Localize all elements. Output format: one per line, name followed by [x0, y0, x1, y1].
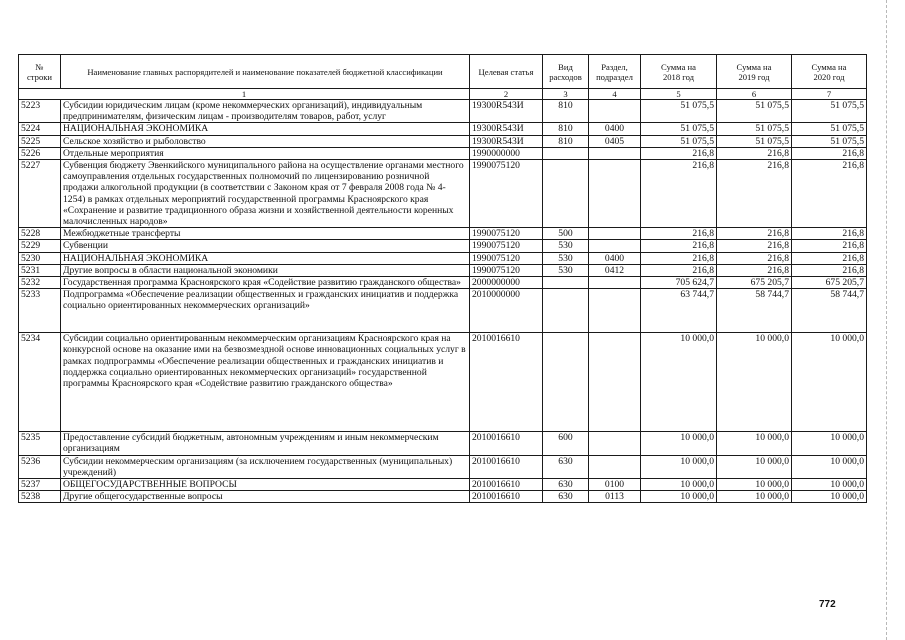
expense-type	[543, 333, 589, 432]
section-code	[589, 160, 641, 228]
section-code: 0100	[589, 479, 641, 491]
table-row	[19, 491, 867, 503]
row-number: 5227	[19, 160, 61, 228]
sum-2019: 51 075,5	[717, 100, 792, 123]
row-name: НАЦИОНАЛЬНАЯ ЭКОНОМИКА	[61, 123, 470, 135]
sum-2020: 10 000,0	[792, 455, 867, 478]
sum-2018: 10 000,0	[641, 479, 717, 491]
target-article: 2010016610	[470, 455, 543, 478]
sum-2020: 51 075,5	[792, 123, 867, 135]
row-name: Государственная программа Красноярского края «Содействие развитию гражданского общества»	[61, 277, 470, 289]
sum-2020: 216,8	[792, 228, 867, 240]
row-name: Субсидии юридическим лицам (кроме некоммерческих организаций), индивидуальным предпринимателям, физическим лицам - производителям товаров, работ, услуг	[61, 100, 470, 123]
page-number: 772	[819, 599, 836, 610]
section-code	[589, 455, 641, 478]
target-article: 1990075120	[470, 240, 543, 252]
table-row	[19, 277, 867, 289]
target-article: 2010000000	[470, 289, 543, 333]
section-code: 0405	[589, 135, 641, 147]
sum-2020: 216,8	[792, 147, 867, 159]
sum-2019: 51 075,5	[717, 135, 792, 147]
margin-rule	[886, 0, 887, 640]
target-article: 2010016610	[470, 432, 543, 455]
sum-2019: 10 000,0	[717, 491, 792, 503]
sum-2018: 216,8	[641, 147, 717, 159]
sum-2019: 675 205,7	[717, 277, 792, 289]
sum-2018: 10 000,0	[641, 455, 717, 478]
row-name: НАЦИОНАЛЬНАЯ ЭКОНОМИКА	[61, 252, 470, 264]
target-article: 19300R543И	[470, 123, 543, 135]
row-number: 5223	[19, 100, 61, 123]
header-sum-2019: Сумма на 2019 год	[717, 55, 792, 89]
section-code	[589, 228, 641, 240]
expense-type: 630	[543, 455, 589, 478]
expense-type: 810	[543, 123, 589, 135]
table-row	[19, 264, 867, 276]
row-name: Подпрограмма «Обеспечение реализации общественных и гражданских инициатив и поддержка социально ориентированных некоммерческих организаций»	[61, 289, 470, 333]
row-name: Субсидии социально ориентированным некоммерческим организациям Красноярского края на конкурсной основе на оказание ими на безвозмездной основе инновационных социальных услуг в рамках подпрограммы «Обеспечение реализации общественных и гражданских инициатив и поддержка социально ориентированных некоммерческих организаций» государственной программы Красноярского края «Содействие развитию гражданского общества»	[61, 333, 470, 432]
table-row	[19, 455, 867, 478]
sum-2020: 10 000,0	[792, 432, 867, 455]
sum-2020: 216,8	[792, 252, 867, 264]
section-code: 0412	[589, 264, 641, 276]
sum-2020: 216,8	[792, 160, 867, 228]
sum-2019: 216,8	[717, 160, 792, 228]
row-number: 5233	[19, 289, 61, 333]
row-name: ОБЩЕГОСУДАРСТВЕННЫЕ ВОПРОСЫ	[61, 479, 470, 491]
sum-2018: 51 075,5	[641, 135, 717, 147]
header-row-number: № строки	[19, 55, 61, 89]
expense-type: 810	[543, 135, 589, 147]
target-article: 19300R543И	[470, 135, 543, 147]
header-target-article: Целевая статья	[470, 55, 543, 89]
column-number: 1	[19, 89, 470, 100]
target-article: 2010016610	[470, 491, 543, 503]
table-row	[19, 289, 867, 333]
sum-2018: 63 744,7	[641, 289, 717, 333]
expense-type	[543, 160, 589, 228]
target-article: 1990075120	[470, 252, 543, 264]
section-code	[589, 240, 641, 252]
section-code: 0400	[589, 252, 641, 264]
row-name: Субвенция бюджету Эвенкийского муниципального района на осуществление органами местного самоуправления отдельных государственных полномочий по лицензированию розничной продажи алкогольной продукции (в соответствии с Законом края от 7 февраля 2008 года № 4-1254) в рамках отдельных мероприятий государственной программы Красноярского края «Сохранение и развитие традиционного образа жизни и хозяйственной деятельности коренных малочисленных народов»	[61, 160, 470, 228]
expense-type: 600	[543, 432, 589, 455]
expense-type: 630	[543, 479, 589, 491]
table-row	[19, 147, 867, 159]
expense-type: 530	[543, 264, 589, 276]
row-number: 5224	[19, 123, 61, 135]
section-code	[589, 100, 641, 123]
column-number: 4	[589, 89, 641, 100]
sum-2019: 10 000,0	[717, 432, 792, 455]
header-name: Наименование главных распорядителей и наименование показателей бюджетной классификации	[61, 55, 470, 89]
section-code: 0113	[589, 491, 641, 503]
sum-2019: 216,8	[717, 264, 792, 276]
row-number: 5235	[19, 432, 61, 455]
target-article: 1990075120	[470, 160, 543, 228]
row-number: 5225	[19, 135, 61, 147]
target-article: 2010016610	[470, 333, 543, 432]
sum-2019: 10 000,0	[717, 455, 792, 478]
section-code	[589, 333, 641, 432]
target-article: 2000000000	[470, 277, 543, 289]
sum-2018: 216,8	[641, 264, 717, 276]
sum-2018: 705 624,7	[641, 277, 717, 289]
row-name: Субсидии некоммерческим организациям (за исключением государственных (муниципальных) учреждений)	[61, 455, 470, 478]
target-article: 19300R543И	[470, 100, 543, 123]
sum-2018: 10 000,0	[641, 491, 717, 503]
sum-2018: 10 000,0	[641, 432, 717, 455]
row-number: 5226	[19, 147, 61, 159]
sum-2020: 216,8	[792, 264, 867, 276]
sum-2019: 51 075,5	[717, 123, 792, 135]
section-code	[589, 289, 641, 333]
table-row	[19, 240, 867, 252]
row-number: 5229	[19, 240, 61, 252]
sum-2020: 675 205,7	[792, 277, 867, 289]
sum-2020: 216,8	[792, 240, 867, 252]
sum-2019: 216,8	[717, 252, 792, 264]
target-article: 1990075120	[470, 264, 543, 276]
header-section: Раздел, подраздел	[589, 55, 641, 89]
table-row	[19, 228, 867, 240]
column-number: 2	[470, 89, 543, 100]
section-code: 0400	[589, 123, 641, 135]
sum-2020: 51 075,5	[792, 100, 867, 123]
sum-2020: 10 000,0	[792, 479, 867, 491]
row-number: 5230	[19, 252, 61, 264]
header-expense-type: Вид расходов	[543, 55, 589, 89]
sum-2019: 58 744,7	[717, 289, 792, 333]
table-header-row	[19, 55, 867, 89]
section-code	[589, 277, 641, 289]
budget-table	[18, 54, 867, 503]
section-code	[589, 432, 641, 455]
sum-2018: 51 075,5	[641, 100, 717, 123]
expense-type: 530	[543, 252, 589, 264]
sum-2019: 216,8	[717, 240, 792, 252]
sum-2020: 10 000,0	[792, 333, 867, 432]
table-row	[19, 479, 867, 491]
row-name: Предоставление субсидий бюджетным, автономным учреждениям и иным некоммерческим организациям	[61, 432, 470, 455]
section-code	[589, 147, 641, 159]
expense-type: 500	[543, 228, 589, 240]
sum-2019: 10 000,0	[717, 333, 792, 432]
header-sum-2018: Сумма на 2018 год	[641, 55, 717, 89]
row-number: 5234	[19, 333, 61, 432]
expense-type: 630	[543, 491, 589, 503]
row-number: 5231	[19, 264, 61, 276]
expense-type: 810	[543, 100, 589, 123]
column-number: 5	[641, 89, 717, 100]
sum-2020: 51 075,5	[792, 135, 867, 147]
target-article: 1990075120	[470, 228, 543, 240]
table-row	[19, 160, 867, 228]
sum-2020: 58 744,7	[792, 289, 867, 333]
sum-2018: 10 000,0	[641, 333, 717, 432]
row-name: Другие вопросы в области национальной экономики	[61, 264, 470, 276]
sum-2019: 216,8	[717, 228, 792, 240]
sum-2019: 216,8	[717, 147, 792, 159]
sum-2019: 10 000,0	[717, 479, 792, 491]
row-name: Сельское хозяйство и рыболовство	[61, 135, 470, 147]
row-name: Межбюджетные трансферты	[61, 228, 470, 240]
row-name: Отдельные мероприятия	[61, 147, 470, 159]
column-number: 7	[792, 89, 867, 100]
row-number: 5232	[19, 277, 61, 289]
expense-type	[543, 277, 589, 289]
expense-type	[543, 147, 589, 159]
sum-2018: 216,8	[641, 240, 717, 252]
sum-2018: 51 075,5	[641, 123, 717, 135]
row-number: 5237	[19, 479, 61, 491]
target-article: 1990000000	[470, 147, 543, 159]
sum-2018: 216,8	[641, 228, 717, 240]
table-row	[19, 333, 867, 432]
expense-type: 530	[543, 240, 589, 252]
column-number: 3	[543, 89, 589, 100]
sum-2020: 10 000,0	[792, 491, 867, 503]
header-sum-2020: Сумма на 2020 год	[792, 55, 867, 89]
row-number: 5236	[19, 455, 61, 478]
expense-type	[543, 289, 589, 333]
row-number: 5238	[19, 491, 61, 503]
row-name: Другие общегосударственные вопросы	[61, 491, 470, 503]
column-number: 6	[717, 89, 792, 100]
target-article: 2010016610	[470, 479, 543, 491]
table-row	[19, 123, 867, 135]
sum-2018: 216,8	[641, 160, 717, 228]
row-number: 5228	[19, 228, 61, 240]
table-row	[19, 432, 867, 455]
row-name: Субвенции	[61, 240, 470, 252]
column-number-row	[19, 89, 867, 100]
table-row	[19, 100, 867, 123]
sum-2018: 216,8	[641, 252, 717, 264]
table-row	[19, 135, 867, 147]
table-row	[19, 252, 867, 264]
